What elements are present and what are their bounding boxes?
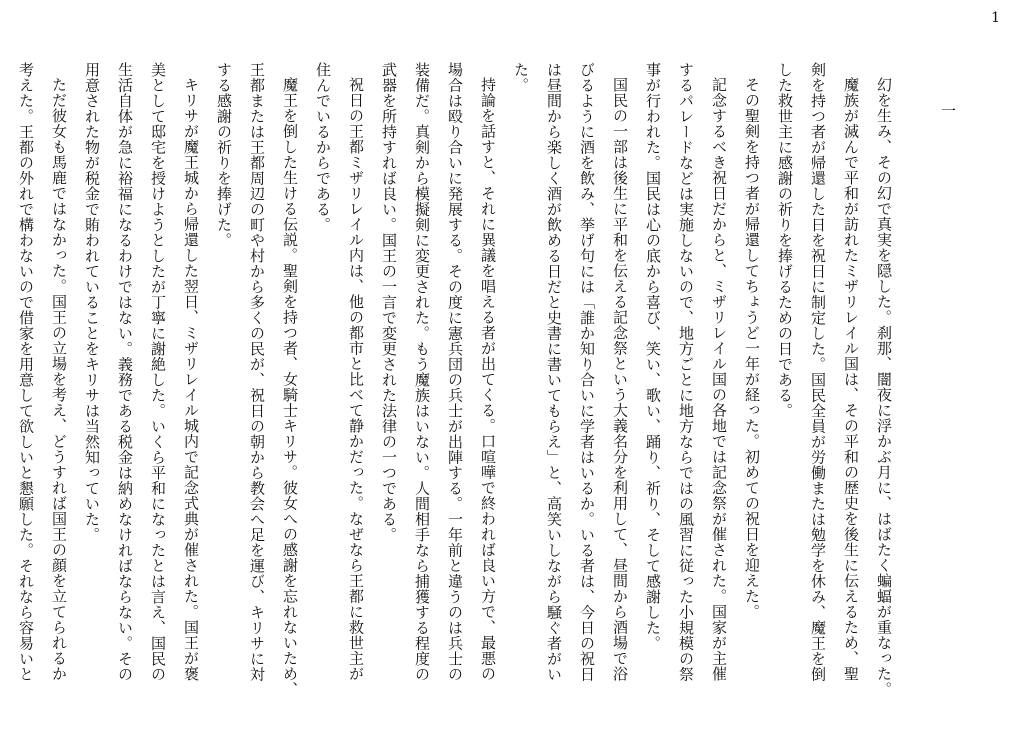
- text-line: 武器を所持すれば良い。国王の一言で変更された法律の一つである。: [380, 62, 398, 543]
- text-line: 事が行われた。国民は心の底から喜び、笑い、歌い、踊り、祈り、そして感謝した。: [644, 62, 662, 651]
- text-line: 記念するべき祝日だからと、ミザリレイル国の各地では記念祭が催された。国家が主催: [710, 77, 728, 682]
- text-line: 祝日の王都ミザリレイル内は、他の都市と比べて静かだった。なぜなら王都に救世主が: [347, 77, 365, 682]
- text-line: 魔族が滅んで平和が訪れたミザリレイル国は、その平和の歴史を後生に伝えるため、聖: [842, 77, 860, 682]
- text-line: ただ彼女も馬鹿ではなかった。国王の立場を考え、どうすれば国王の顔を立てられるか: [50, 77, 68, 682]
- text-line: 考えた。王都の外れで構わないので借家を用意して欲しいと懇願した。それなら容易いと: [17, 62, 35, 682]
- text-line: びるように酒を飲み、挙げ句には「誰か知り合いに学者はいるか。いる者は、今日の祝日: [578, 62, 596, 682]
- text-line: 場合は殴り合いに発展する。その度に憲兵団の兵士が出陣する。一年前と違うのは兵士の: [446, 62, 464, 682]
- body-text: [9, 62, 900, 722]
- text-line: 魔王を倒した生ける伝説。聖剣を持つ者、女騎士キリサ。彼女への感謝を忘れないため、: [281, 77, 299, 697]
- text-line: した救世主に感謝の祈りを捧げるための日である。: [776, 62, 794, 419]
- chapter-heading: 一: [939, 103, 957, 118]
- text-line: 美として邸宅を授けようとしたが丁寧に謝絶した。いくら平和になったとは言え、国民の: [149, 62, 167, 682]
- text-line: する感謝の祈りを捧げた。: [215, 62, 233, 248]
- text-line: 王都または王都周辺の町や村から多くの民が、祝日の朝から教会へ足を運び、キリサに対: [248, 62, 266, 682]
- text-line: 住んでいるからである。: [314, 62, 332, 233]
- text-line: 幻を生み、その幻で真実を隠した。刹那、闇夜に浮かぶ月に、はばたく蝙蝠が重なった。: [875, 77, 893, 697]
- text-line: 用意された物が税金で賄われていることをキリサは当然知っていた。: [83, 62, 101, 543]
- text-line: するパレードなどは実施しないので、地方ごとに地方ならではの風習に従った小規模の祭: [677, 62, 695, 682]
- text-line: 持論を話すと、それに異議を唱える者が出てくる。口喧嘩で終われば良い方で、最悪の: [479, 77, 497, 682]
- text-line: キリサが魔王城から帰還した翌日、ミザリレイル城内で記念式典が催された。国王が褒: [182, 77, 200, 682]
- text-line: 国民の一部は後生に平和を伝える記念祭という大義名分を利用して、昼間から酒場で浴: [611, 77, 629, 682]
- text-line: 剣を持つ者が帰還した日を祝日に制定した。国民全員が労働または勉学を休み、魔王を倒: [809, 62, 827, 682]
- text-line: は昼間から楽しく酒が飲める日だと史書に書いてもらえ」と、高笑いしながら騒ぐ者がい: [545, 62, 563, 682]
- text-line: 生活自体が急に裕福になるわけではない。義務である税金は納めなければならない。その: [116, 62, 134, 682]
- text-line: た。: [512, 62, 530, 93]
- text-line: 装備だ。真剣から模擬剣に変更された。もう魔族はいない。人間相手なら捕獲する程度の: [413, 62, 431, 682]
- page-number: 1: [991, 10, 1000, 26]
- text-line: その聖剣を持つ者が帰還してちょうど一年が経った。初めての祝日を迎えた。: [743, 77, 761, 620]
